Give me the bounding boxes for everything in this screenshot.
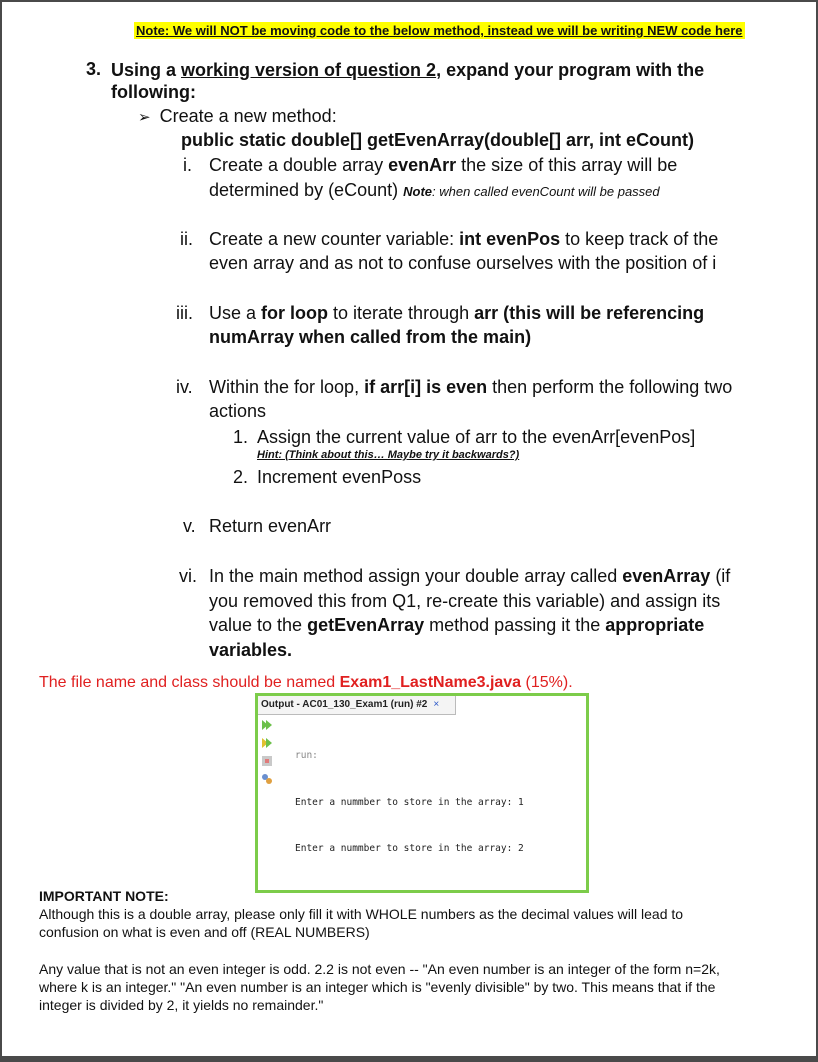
step-vi-line-2: you removed this from Q1, re-create this variable) and assign its — [209, 591, 721, 611]
step-i-line-1: Create a double array evenArr the size of this array will be — [209, 155, 678, 175]
output-tab[interactable] — [258, 696, 456, 715]
document-page — [2, 2, 816, 1056]
question-number: 3. — [86, 59, 102, 79]
step-iv-line-2: actions — [209, 401, 267, 421]
step-ii-line-1: Create a new counter variable: int evenPos to keep track of the — [209, 229, 719, 249]
step-i-number: i. — [183, 155, 192, 175]
step-vi-line-3: value to the getEvenArray method passing it the appropriate — [209, 615, 705, 635]
method-signature: public static double[] getEvenArray(double[] arr, int eCount) — [181, 130, 695, 150]
step-vi-line-1: In the main method assign your double array called evenArray (if — [209, 566, 731, 586]
settings-icon[interactable] — [260, 772, 274, 786]
console-line: Enter a nummber to store in the array: 1 — [295, 796, 524, 808]
step-iv-sub2: Increment evenPoss — [257, 467, 422, 487]
stop-icon[interactable] — [260, 754, 274, 768]
step-ii-number: ii. — [180, 229, 193, 249]
rerun-with-params-icon[interactable] — [260, 736, 274, 750]
question-line-2: following: — [111, 82, 196, 102]
question-line-1: Using a working version of question 2, expand your program with the — [111, 60, 705, 80]
step-vi-number: vi. — [179, 566, 197, 586]
step-iv-number: iv. — [176, 377, 193, 397]
step-iv-line-1: Within the for loop, if arr[i] is even then perform the following two — [209, 377, 733, 397]
step-ii-line-2: even array and as not to confuse ourselves with the position of i — [209, 253, 717, 273]
bullet-create-method: ➢ Create a new method: — [138, 106, 337, 126]
console-line — [295, 888, 584, 894]
step-iv-sub1: Assign the current value of arr to the evenArr[evenPos] — [257, 427, 696, 447]
important-heading: IMPORTANT NOTE: — [39, 888, 169, 904]
step-iii-number: iii. — [176, 303, 193, 323]
step-iv-sub1-number: 1. — [233, 427, 249, 447]
file-name-note: The file name and class should be named Exam1_LastName3.java (15%). — [39, 674, 573, 691]
console-line: run: — [295, 750, 318, 761]
important-p1-line-1: Although this is a double array, please only fill it with WHOLE numbers as the decimal values will lead to — [39, 906, 684, 922]
step-v-number: v. — [183, 516, 196, 536]
important-p2-line-3: integer is divided by 2, it yields no remainder." — [39, 997, 324, 1013]
step-iii-line-2: numArray when called from the main) — [209, 327, 532, 347]
console-line: Enter a nummber to store in the array: 2 — [295, 843, 524, 854]
top-note: Note: We will NOT be moving code to the below method, instead we will be writing NEW code here — [136, 23, 743, 38]
step-v-line-1: Return evenArr — [209, 516, 332, 536]
question-link-text: working version of question 2 — [181, 60, 437, 80]
close-icon[interactable]: × — [433, 699, 440, 710]
arrow-bullet-icon: ➢ — [138, 109, 151, 126]
rerun-icon[interactable] — [260, 718, 274, 732]
important-p2-line-1: Any value that is not an even integer is odd. 2.2 is not even -- "An even number is an integer of the form n=2k, — [39, 961, 720, 977]
important-p2-line-2: where k is an integer." "An even number is an integer which is "evenly divisible" by two. This means that if the — [39, 979, 716, 995]
output-console — [295, 717, 584, 893]
step-i-line-2: determined by (eCount) Note: when called evenCount will be passed — [209, 180, 660, 200]
step-vi-line-4: variables. — [209, 640, 293, 660]
step-iv-sub2-number: 2. — [233, 467, 249, 487]
step-iv-hint: Hint: (Think about this… Maybe try it backwards?) — [257, 449, 520, 461]
important-p1-line-2: confusion on what is even and off (REAL NUMBERS) — [39, 924, 370, 940]
output-window — [255, 693, 589, 893]
output-tab-title: Output - AC01_130_Exam1 (run) #2 — [261, 699, 428, 710]
file-name: Exam1_LastName3.java — [339, 674, 522, 691]
step-iii-line-1: Use a for loop to iterate through arr (this will be referencing — [209, 303, 705, 323]
